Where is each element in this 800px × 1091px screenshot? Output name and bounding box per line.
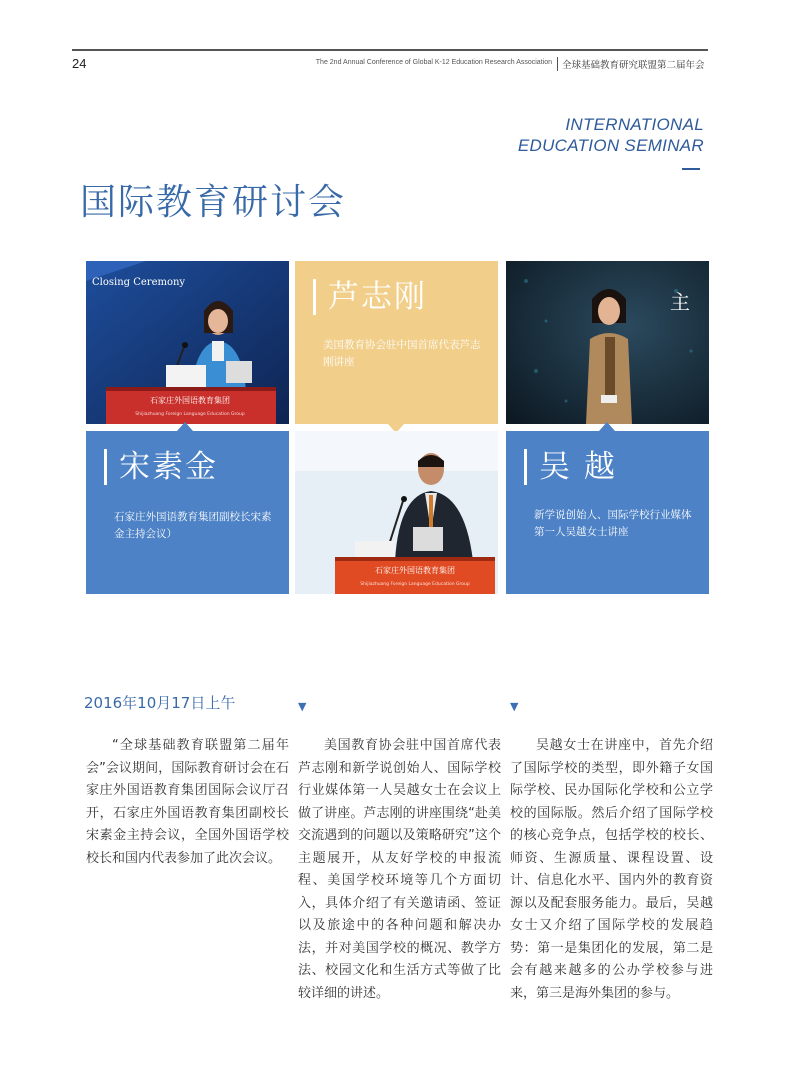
speaker-name: 吴 越 <box>524 449 617 485</box>
podium-name-cn: 石家庄外国语教育集团 <box>150 396 230 405</box>
article-column-2: 美国教育协会驻中国首席代表芦志刚和新学说创始人、国际学校行业媒体第一人吴越女士在会议上做了讲座。芦志刚的讲座围绕“赴美交流遇到的问题以及策略研究”这个主题展开，从友好学校的申报流程、美国学校环境等几个方面切入，具体介绍了有关邀请函、签证以及旅途中的各种问题和解决办法，并对美国学校的概况、教学方法、校园文化和生活方式等做了比较详细的讲述。 <box>298 738 501 1001</box>
article-date: 2016年10月17日上午 <box>84 694 236 712</box>
photo-female-speaker <box>86 261 289 424</box>
stage-photo-1 <box>86 261 289 424</box>
article-column-1: “全球基础教育联盟第二届年会”会议期间，国际教育研讨会在石家庄外国语教育集团国际会议厅召开，石家庄外国语教育集团副校长宋素金主持会议，全国外国语学校校长和国内代表参加了此次会议。 <box>86 738 289 866</box>
podium-name-en: Shijiazhuang Foreign Language Education Group <box>360 582 470 587</box>
section-title-en <box>500 114 704 156</box>
speaker-card-song <box>86 431 289 594</box>
speaker-name: 宋素金 <box>104 449 218 485</box>
header-separator <box>557 57 558 71</box>
page-number: 24 <box>72 56 87 71</box>
section-title-en-line2: EDUCATION SEMINAR <box>517 136 704 155</box>
column-marker-icon: ▼ <box>510 700 519 713</box>
speaker-card-lu <box>295 261 498 424</box>
speaker-desc: 新学说创始人、国际学校行业媒体第一人吴越女士讲座 <box>534 509 692 538</box>
conference-title-cn: 全球基础教育研究联盟第二届年会 <box>562 60 705 71</box>
card-pointer <box>177 422 193 431</box>
column-marker-icon: ▼ <box>298 700 307 713</box>
header-rule <box>72 49 708 51</box>
closing-ceremony-text: Closing Ceremony <box>92 277 186 288</box>
section-dash <box>682 168 700 170</box>
podium-name-cn: 石家庄外国语教育集团 <box>375 566 455 575</box>
speaker-name: 芦志刚 <box>313 279 427 315</box>
photo-wu-yue <box>506 261 709 424</box>
conference-title-en: The 2nd Annual Conference of Global K-12 Education Research Association <box>315 59 552 66</box>
speaker-card-wu <box>506 431 709 594</box>
speaker-desc: 石家庄外国语教育集团副校长宋素金主持会议） <box>114 511 272 540</box>
stage-photo-3 <box>506 261 709 424</box>
speaker-desc: 美国教育协会驻中国首席代表芦志刚讲座 <box>323 339 481 368</box>
stage-photo-2 <box>295 431 498 594</box>
card-pointer <box>599 422 615 431</box>
photo-lu-zhigang <box>295 431 498 594</box>
podium-name-en: Shijiazhuang Foreign Language Education Group <box>135 412 245 417</box>
section-title-en-line1: INTERNATIONAL <box>565 115 704 134</box>
article-column-3: 吴越女士在讲座中，首先介绍了国际学校的类型，即外籍子女国际学校、民办国际化学校和公立学校的国际版。然后介绍了国际学校的核心竞争点，包括学校的校长、师资、生源质量、课程设置、设计、信息化水平、国内外的教育资源以及配套服务能力。最后，吴越女士又介绍了国际学校的发展趋势：第一是集团化的发展，第二是会有越来越多的公办学校参与进来，第三是海外集团的参与。 <box>510 738 713 1001</box>
section-title-cn: 国际教育研讨会 <box>80 182 347 223</box>
screen-text: 主 <box>670 290 690 314</box>
